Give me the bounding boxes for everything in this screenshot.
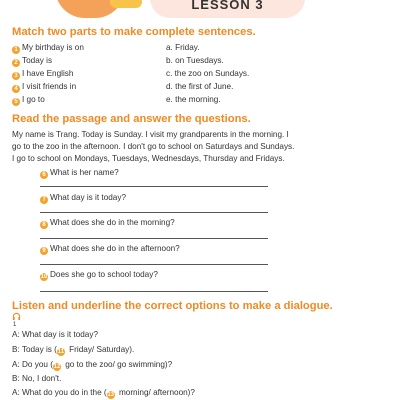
track-number: 1 (13, 322, 17, 328)
section-title-listen: Listen and underline the correct options to make a dialogue. (12, 300, 333, 312)
question: 7 What day is it today? (40, 193, 126, 204)
answer-line[interactable] (40, 238, 268, 239)
match-right-item: a. Friday. (166, 43, 200, 52)
dialogue-line: A: What day is it today? (12, 330, 99, 339)
number-badge: 10 (40, 274, 48, 280)
headphones-icon[interactable] (12, 312, 21, 321)
number-badge: 8 (40, 221, 48, 229)
number-badge: 3 (12, 72, 20, 80)
match-left-item: 4 I visit friends in (12, 82, 76, 93)
match-left-item: 1 My birthday is on (12, 43, 84, 54)
number-badge: 12 (53, 364, 61, 370)
number-badge: 5 (12, 98, 20, 106)
match-right-item: e. the morning. (166, 95, 221, 104)
dialogue-line: A: What do you do in the (13 morning/ afternoon)? (12, 388, 195, 398)
dialogue-line: B: Today is (11 Friday/ Saturday). (12, 345, 135, 355)
number-badge: 11 (57, 349, 65, 355)
passage-line: go to the zoo in the afternoon. I don't go to school on Saturdays and Sundays. (12, 142, 295, 151)
number-badge: 6 (40, 171, 48, 179)
number-badge: 7 (40, 196, 48, 204)
match-left-item: 5 I go to (12, 95, 45, 106)
number-badge: 13 (107, 392, 115, 398)
number-badge: 2 (12, 59, 20, 67)
section-title-match: Match two parts to make complete sentences. (12, 26, 256, 38)
question: 8 What does she do in the morning? (40, 218, 175, 229)
number-badge: 4 (12, 85, 20, 93)
lesson-tag (150, 0, 305, 18)
dialogue-line: A: Do you (12 go to the zoo/ go swimming)? (12, 360, 173, 370)
cat-collar (110, 0, 142, 8)
number-badge: 1 (12, 46, 20, 54)
answer-line[interactable] (40, 186, 268, 187)
question: 10 Does she go to school today? (40, 270, 158, 280)
answer-line[interactable] (40, 212, 268, 213)
match-right-item: d. the first of June. (166, 82, 234, 91)
number-badge: 9 (40, 247, 48, 255)
match-right-item: b. on Tuesdays. (166, 56, 224, 65)
passage-line: I go to school on Mondays, Tuesdays, Wednesdays, Thursday and Fridays. (12, 154, 285, 163)
answer-line[interactable] (40, 264, 268, 265)
question: 6 What is her name? (40, 168, 119, 179)
lesson-title: LESSON 3 (191, 0, 264, 12)
match-right-item: c. the zoo on Sundays. (166, 69, 250, 78)
match-left-item: 2 Today is (12, 56, 52, 67)
passage-line: My name is Trang. Today is Sunday. I visit my grandparents in the morning. I (12, 130, 289, 139)
answer-line[interactable] (40, 291, 268, 292)
match-left-item: 3 I have English (12, 69, 73, 80)
dialogue-line: B: No, I don't. (12, 374, 62, 383)
section-title-read: Read the passage and answer the questions. (12, 113, 251, 125)
question: 9 What does she do in the afternoon? (40, 244, 180, 255)
